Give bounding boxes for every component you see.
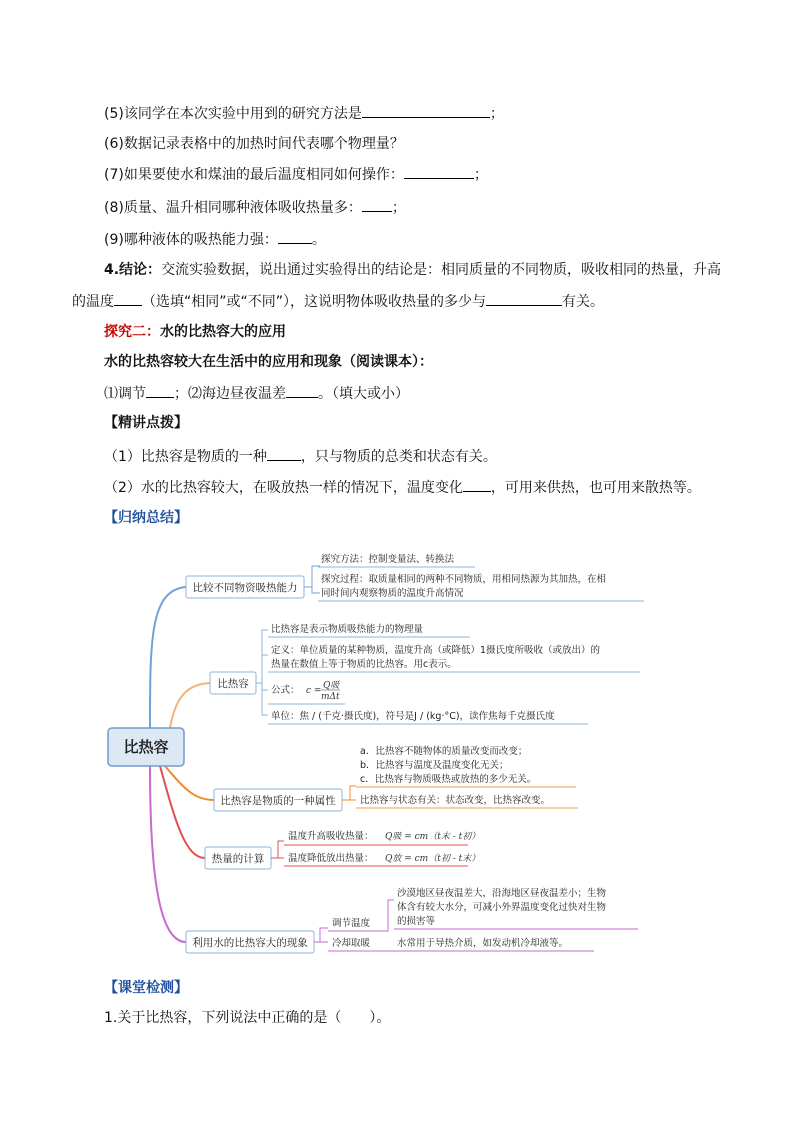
b2-unit: 单位：焦 / (千克·摄氏度)，符号是J / (kg·°C)，读作焦每千克摄氏度 [271,711,555,722]
b2-meaning: 比热容是表示物质吸热能力的物理量 [271,624,424,635]
b4-absorb-formula: Q吸 = cm（t末 - t初） [385,832,481,842]
connector-b2 [170,683,210,728]
conclusion-line-1: 4.结论：交流实验数据，说出通过实验得出的结论是：相同质量的不同物质，吸收相同的热量，升高 [104,262,722,278]
branch-heat-capacity-label: 比热容 [217,678,249,690]
b5-cool-heat: 冷却取暖 [332,938,371,949]
branch-property-label: 比热容是物质的一种属性 [220,795,336,807]
b5-regulate-detail-2: 体含有较大水分，可减小外界温度变化过快对生物 [397,902,607,913]
conclusion-line-2: 的温度 （选填“相同”或“不同”），这说明物体吸收热量的多少与 有关。 [72,291,604,312]
b5-regulate-detail-3: 的损害等 [397,916,436,927]
b4-release-formula: Q放 = cm（t初 - t末） [385,854,481,864]
branch-apply-label: 利用水的比热容大的现象 [192,937,308,949]
b3-state: 比热容与状态有关：状态改变，比热容改变。 [360,795,551,806]
explore2-subtitle: 水的比热容较大在生活中的应用和现象（阅读课本）： [104,354,433,370]
b4-absorb: 温度升高吸收热量： [288,831,374,842]
question-9: (9)哪种液体的吸热能力强： 。 [104,229,326,250]
explore2-heading: 探究二：水的比热容大的应用 [104,324,286,340]
b2-definition-1: 定义：单位质量的某种物质，温度升高（或降低）1摄氏度所吸收（或放出）的 [271,645,601,656]
b5-regulate-detail-1: 沙漠地区昼夜温差大，沿海地区昼夜温差小；生物 [397,888,607,899]
b1-method: 探究方法：控制变量法、转换法 [321,554,455,565]
b5-regulate: 调节温度 [332,918,371,929]
connector-b3 [165,766,214,800]
b2-formula-den: mΔt [321,692,340,702]
root-label: 比热容 [123,738,169,756]
lecture-point-2: （2）水的比热容较大，在吸放热一样的情况下，温度变化 ，可用来供热，也可用来散热等。 [104,477,701,498]
b2-formula-c: c = [306,686,322,696]
connector-b4 [160,766,205,858]
question-7: (7)如果要使水和煤油的最后温度相同如何操作： ； [104,164,488,185]
question-8: (8)质量、温升相同哪种液体吸收热量多： ； [104,197,406,218]
b4-release: 温度降低放出热量： [288,853,374,864]
check-question-1: 1.关于比热容，下列说法中正确的是（ ）。 [104,1010,391,1026]
b2-formula-num: Q吸 [323,681,340,691]
lecture-point-1: （1）比热容是物质的一种 ，只与物质的总类和状态有关。 [104,446,497,467]
b2-formula-label: 公式： [271,685,300,696]
b3-point-b: b．比热容与温度及温度变化无关； [360,760,509,771]
summary-heading: 【归纳总结】 [104,510,188,526]
connector-b1 [150,587,186,728]
check-heading: 【课堂检测】 [104,980,188,996]
branch-compare-label: 比较不同物资吸热能力 [192,582,298,594]
b3-point-c: c．比热容与物质吸热或放热的多少无关。 [360,774,537,785]
lecture-heading: 【精讲点拨】 [104,415,188,431]
question-5: (5)该同学在本次实验中用到的研究方法是 ； [104,103,504,124]
b5-cool-heat-detail: 水常用于导热介质，如发动机冷却液等。 [397,938,569,949]
question-6: (6)数据记录表格中的加热时间代表哪个物理量？ [104,136,404,152]
b3-point-a: a．比热容不随物体的质量改变而改变； [360,746,528,757]
explore2-fill: ⑴调节 ；⑵海边昼夜温差 。（填大或小） [104,383,409,404]
b1-process-2: 同时间内观察物质的温度升高情况 [321,588,464,599]
b2-definition-2: 热量在数值上等于物质的比热容。用c表示。 [271,659,457,670]
branch-calc-label: 热量的计算 [211,853,265,865]
b1-process-1: 探究过程：取质量相同的两种不同物质，用相同热源为其加热，在相 [321,574,607,585]
